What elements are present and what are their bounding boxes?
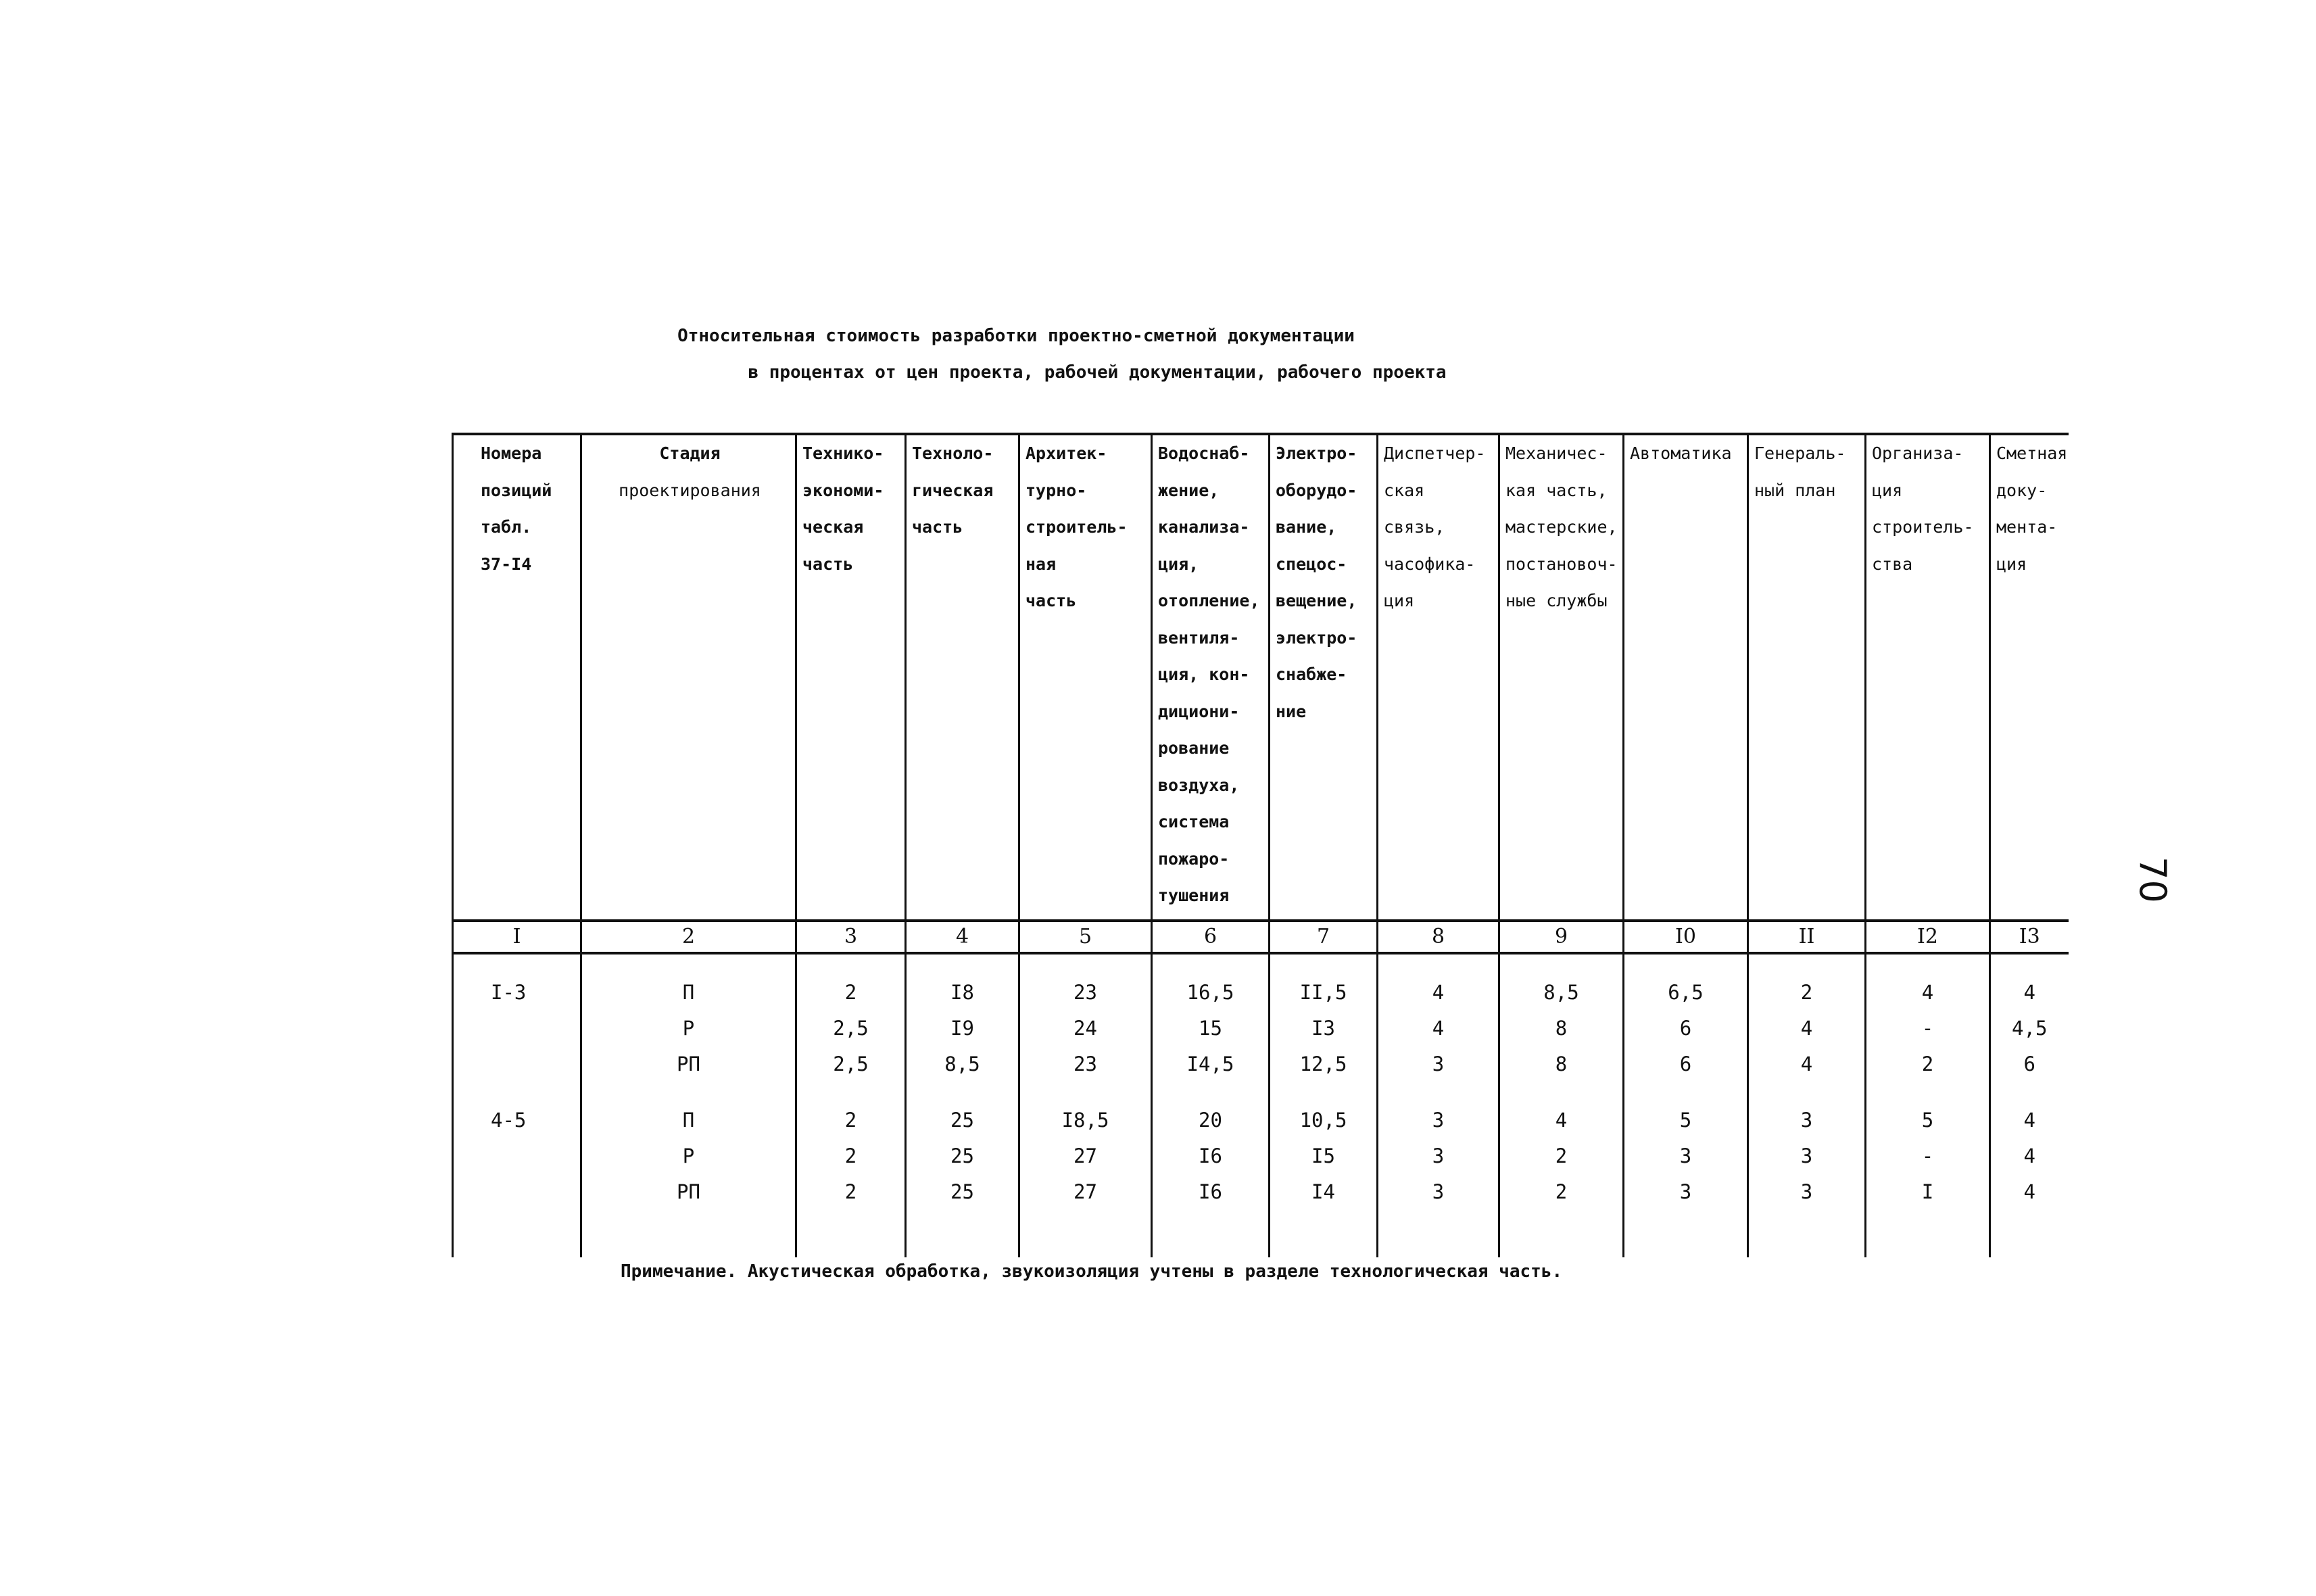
value-cell: II,5 — [1270, 975, 1378, 1011]
value-cell: 10,5 — [1270, 1103, 1378, 1138]
spacer-cell — [1748, 953, 1866, 975]
spacer-cell — [1152, 1082, 1270, 1103]
header-line: вентиля- — [1158, 627, 1240, 648]
header-cell-8 — [1378, 434, 1499, 921]
header-line: гическая — [912, 480, 994, 500]
cost-table — [452, 433, 2069, 1257]
header-line: строитель- — [1026, 517, 1128, 537]
stage-cell: П — [581, 975, 796, 1011]
spacer-cell — [1990, 953, 2069, 975]
header-line: ция, — [1158, 554, 1199, 574]
spacer-cell — [581, 1082, 796, 1103]
spacer-cell — [1270, 953, 1378, 975]
header-cell-13 — [1990, 434, 2069, 921]
header-line: Механичес- — [1505, 443, 1608, 463]
value-cell: 6 — [1624, 1011, 1748, 1046]
header-line: часть — [1026, 591, 1077, 610]
spacer-cell — [1019, 1082, 1152, 1103]
value-cell: 2 — [1748, 975, 1866, 1011]
value-cell: 27 — [1019, 1138, 1152, 1174]
value-cell: 3 — [1748, 1138, 1866, 1174]
bottom-cell — [1270, 1210, 1378, 1257]
header-line: ная — [1026, 554, 1057, 574]
header-line: Технико- — [802, 443, 884, 463]
value-cell: 4 — [1378, 1011, 1499, 1046]
stage-cell: П — [581, 1103, 796, 1138]
spacer-cell — [1499, 953, 1624, 975]
column-number-4: 4 — [906, 921, 1019, 953]
header-line: вание, — [1276, 517, 1337, 537]
value-cell: - — [1866, 1011, 1990, 1046]
value-cell: 25 — [906, 1174, 1019, 1210]
header-line: система — [1158, 812, 1230, 831]
header-line: табл. — [481, 517, 532, 537]
value-cell: 3 — [1378, 1174, 1499, 1210]
value-cell: 2 — [796, 1103, 906, 1138]
header-cell-12 — [1866, 434, 1990, 921]
header-line: Генераль- — [1754, 443, 1846, 463]
header-line: ный план — [1754, 480, 1836, 500]
table-header-row — [453, 434, 2069, 921]
header-line: турно- — [1026, 480, 1087, 500]
bottom-cell — [1019, 1210, 1152, 1257]
value-cell: 23 — [1019, 1046, 1152, 1082]
value-cell: 2 — [796, 1174, 906, 1210]
value-cell: - — [1866, 1138, 1990, 1174]
value-cell: 4 — [1748, 1046, 1866, 1082]
header-line: ние — [1276, 701, 1307, 721]
column-number-3: 3 — [796, 921, 906, 953]
header-line: 37-I4 — [481, 554, 532, 574]
value-cell: 4 — [1866, 975, 1990, 1011]
bottom-cell — [1152, 1210, 1270, 1257]
bottom-cell — [1499, 1210, 1624, 1257]
value-cell: 8 — [1499, 1011, 1624, 1046]
value-cell: 3 — [1748, 1103, 1866, 1138]
header-line: экономи- — [802, 480, 884, 500]
header-cell-10 — [1624, 434, 1748, 921]
bottom-cell — [796, 1210, 906, 1257]
column-number-11: II — [1748, 921, 1866, 953]
header-line: Номера — [481, 443, 542, 463]
spacer-cell — [796, 953, 906, 975]
value-cell: 25 — [906, 1138, 1019, 1174]
value-cell: 23 — [1019, 975, 1152, 1011]
header-cell-1 — [453, 434, 581, 921]
value-cell: 2,5 — [796, 1011, 906, 1046]
header-line: Стадия — [659, 443, 721, 463]
spacer-row — [453, 1082, 2069, 1103]
position-cell — [453, 1174, 581, 1210]
header-line: часть — [802, 554, 854, 574]
value-cell: I8,5 — [1019, 1103, 1152, 1138]
header-line: электро- — [1276, 627, 1357, 648]
header-line: Диспетчер- — [1384, 443, 1486, 463]
spacer-cell — [453, 953, 581, 975]
column-number-9: 9 — [1499, 921, 1624, 953]
header-line: снабже- — [1276, 664, 1347, 684]
bottom-cell — [1378, 1210, 1499, 1257]
value-cell: 2 — [1499, 1174, 1624, 1210]
value-cell: 2 — [1499, 1138, 1624, 1174]
value-cell: 6 — [1990, 1046, 2069, 1082]
spacer-cell — [1378, 953, 1499, 975]
header-line: вещение, — [1276, 591, 1357, 610]
header-line: Организа- — [1872, 443, 1964, 463]
table-row — [453, 1046, 2069, 1082]
header-line: ные службы — [1505, 591, 1608, 610]
spacer-cell — [1624, 953, 1748, 975]
header-line: связь, — [1384, 517, 1445, 537]
value-cell: I9 — [906, 1011, 1019, 1046]
spacer-cell — [796, 1082, 906, 1103]
column-number-1: I — [453, 921, 581, 953]
spacer-cell — [1866, 1082, 1990, 1103]
value-cell: 2,5 — [796, 1046, 906, 1082]
header-line: ческая — [802, 517, 864, 537]
spacer-cell — [581, 953, 796, 975]
value-cell: I8 — [906, 975, 1019, 1011]
value-cell: 4 — [1748, 1011, 1866, 1046]
stage-cell: Р — [581, 1138, 796, 1174]
header-line: Водоснаб- — [1158, 443, 1250, 463]
column-number-13: I3 — [1990, 921, 2069, 953]
header-line: часть — [912, 517, 963, 537]
value-cell: 15 — [1152, 1011, 1270, 1046]
value-cell: 4 — [1990, 1174, 2069, 1210]
header-line: рование — [1158, 738, 1230, 758]
value-cell: 12,5 — [1270, 1046, 1378, 1082]
value-cell: 3 — [1624, 1138, 1748, 1174]
spacer-row — [453, 953, 2069, 975]
header-cell-11 — [1748, 434, 1866, 921]
stage-cell: Р — [581, 1011, 796, 1046]
footnote: Примечание. Акустическая обработка, звукоизоляция учтены в разделе технологическая часть. — [621, 1261, 1563, 1282]
value-cell: 6,5 — [1624, 975, 1748, 1011]
spacer-cell — [1748, 1082, 1866, 1103]
value-cell: 3 — [1378, 1138, 1499, 1174]
header-line: строитель- — [1872, 517, 1974, 537]
page-number: 70 — [2131, 856, 2174, 903]
document-title-line-1: Относительная стоимость разработки проектно-сметной документации — [677, 326, 1355, 346]
table-row — [453, 1174, 2069, 1210]
header-cell-3 — [796, 434, 906, 921]
spacer-cell — [906, 953, 1019, 975]
value-cell: 3 — [1378, 1046, 1499, 1082]
header-cell-7 — [1270, 434, 1378, 921]
value-cell: I5 — [1270, 1138, 1378, 1174]
column-number-7: 7 — [1270, 921, 1378, 953]
header-line: мастерские, — [1505, 517, 1618, 537]
header-line: кая часть, — [1505, 480, 1608, 500]
table-row — [453, 1138, 2069, 1174]
bottom-row — [453, 1210, 2069, 1257]
value-cell: I6 — [1152, 1138, 1270, 1174]
column-number-2: 2 — [581, 921, 796, 953]
value-cell: 3 — [1378, 1103, 1499, 1138]
column-number-8: 8 — [1378, 921, 1499, 953]
position-cell — [453, 1011, 581, 1046]
header-line: спецос- — [1276, 554, 1347, 574]
header-line: Техноло- — [912, 443, 994, 463]
value-cell: I4 — [1270, 1174, 1378, 1210]
header-line: воздуха, — [1158, 775, 1240, 795]
value-cell: 2 — [796, 975, 906, 1011]
header-line: часофика- — [1384, 554, 1476, 574]
spacer-cell — [1152, 953, 1270, 975]
value-cell: 25 — [906, 1103, 1019, 1138]
value-cell: 20 — [1152, 1103, 1270, 1138]
bottom-cell — [1866, 1210, 1990, 1257]
bottom-cell — [453, 1210, 581, 1257]
header-line: ция — [1384, 591, 1415, 610]
header-line: постановоч- — [1505, 554, 1618, 574]
header-line: оборудо- — [1276, 480, 1357, 500]
header-line: отопление, — [1158, 591, 1260, 610]
header-line: Архитек- — [1026, 443, 1107, 463]
value-cell: 2 — [1866, 1046, 1990, 1082]
value-cell: 8 — [1499, 1046, 1624, 1082]
value-cell: 8,5 — [1499, 975, 1624, 1011]
header-line: Электро- — [1276, 443, 1357, 463]
header-line: доку- — [1996, 480, 2048, 500]
header-line: ская — [1384, 480, 1425, 500]
spacer-cell — [1624, 1082, 1748, 1103]
header-cell-5 — [1019, 434, 1152, 921]
value-cell: 16,5 — [1152, 975, 1270, 1011]
bottom-cell — [1990, 1210, 2069, 1257]
header-cell-9 — [1499, 434, 1624, 921]
bottom-cell — [1624, 1210, 1748, 1257]
value-cell: 24 — [1019, 1011, 1152, 1046]
spacer-cell — [453, 1082, 581, 1103]
header-line: ства — [1872, 554, 1913, 574]
header-line: ция — [1996, 554, 2027, 574]
value-cell: I3 — [1270, 1011, 1378, 1046]
value-cell: 2 — [796, 1138, 906, 1174]
spacer-cell — [1378, 1082, 1499, 1103]
header-line: пожаро- — [1158, 848, 1230, 869]
spacer-cell — [1499, 1082, 1624, 1103]
spacer-cell — [1990, 1082, 2069, 1103]
value-cell: 5 — [1624, 1103, 1748, 1138]
header-line: Автоматика — [1630, 443, 1732, 463]
header-cell-4 — [906, 434, 1019, 921]
header-cell-2 — [581, 434, 796, 921]
column-numbers-row — [453, 921, 2069, 953]
value-cell: 4 — [1499, 1103, 1624, 1138]
column-number-5: 5 — [1019, 921, 1152, 953]
table-row — [453, 1103, 2069, 1138]
header-line: Сметная — [1996, 443, 2068, 463]
column-number-12: I2 — [1866, 921, 1990, 953]
header-line: тушения — [1158, 886, 1230, 905]
value-cell: 4,5 — [1990, 1011, 2069, 1046]
spacer-cell — [1019, 953, 1152, 975]
value-cell: 4 — [1990, 1103, 2069, 1138]
value-cell: 4 — [1990, 1138, 2069, 1174]
header-line: мента- — [1996, 517, 2058, 537]
stage-cell: РП — [581, 1046, 796, 1082]
table-row — [453, 975, 2069, 1011]
header-line: канализа- — [1158, 517, 1250, 537]
position-cell: I-3 — [453, 975, 581, 1011]
header-line: ция, кон- — [1158, 664, 1250, 684]
value-cell: 3 — [1624, 1174, 1748, 1210]
bottom-cell — [581, 1210, 796, 1257]
bottom-cell — [906, 1210, 1019, 1257]
value-cell: 4 — [1990, 975, 2069, 1011]
value-cell: I — [1866, 1174, 1990, 1210]
table-row — [453, 1011, 2069, 1046]
value-cell: I6 — [1152, 1174, 1270, 1210]
value-cell: I4,5 — [1152, 1046, 1270, 1082]
position-cell — [453, 1138, 581, 1174]
position-cell: 4-5 — [453, 1103, 581, 1138]
value-cell: 5 — [1866, 1103, 1990, 1138]
column-number-10: I0 — [1624, 921, 1748, 953]
value-cell: 4 — [1378, 975, 1499, 1011]
value-cell: 8,5 — [906, 1046, 1019, 1082]
position-cell — [453, 1046, 581, 1082]
header-line: жение, — [1158, 480, 1220, 500]
value-cell: 6 — [1624, 1046, 1748, 1082]
bottom-cell — [1748, 1210, 1866, 1257]
stage-cell: РП — [581, 1174, 796, 1210]
spacer-cell — [906, 1082, 1019, 1103]
header-line: дициони- — [1158, 701, 1240, 721]
header-line: проектирования — [619, 480, 761, 500]
spacer-cell — [1270, 1082, 1378, 1103]
header-line: позиций — [481, 480, 552, 500]
value-cell: 27 — [1019, 1174, 1152, 1210]
column-number-6: 6 — [1152, 921, 1270, 953]
document-title-line-2: в процентах от цен проекта, рабочей документации, рабочего проекта — [748, 362, 1447, 383]
header-cell-6 — [1152, 434, 1270, 921]
value-cell: 3 — [1748, 1174, 1866, 1210]
spacer-cell — [1866, 953, 1990, 975]
header-line: ция — [1872, 480, 1903, 500]
